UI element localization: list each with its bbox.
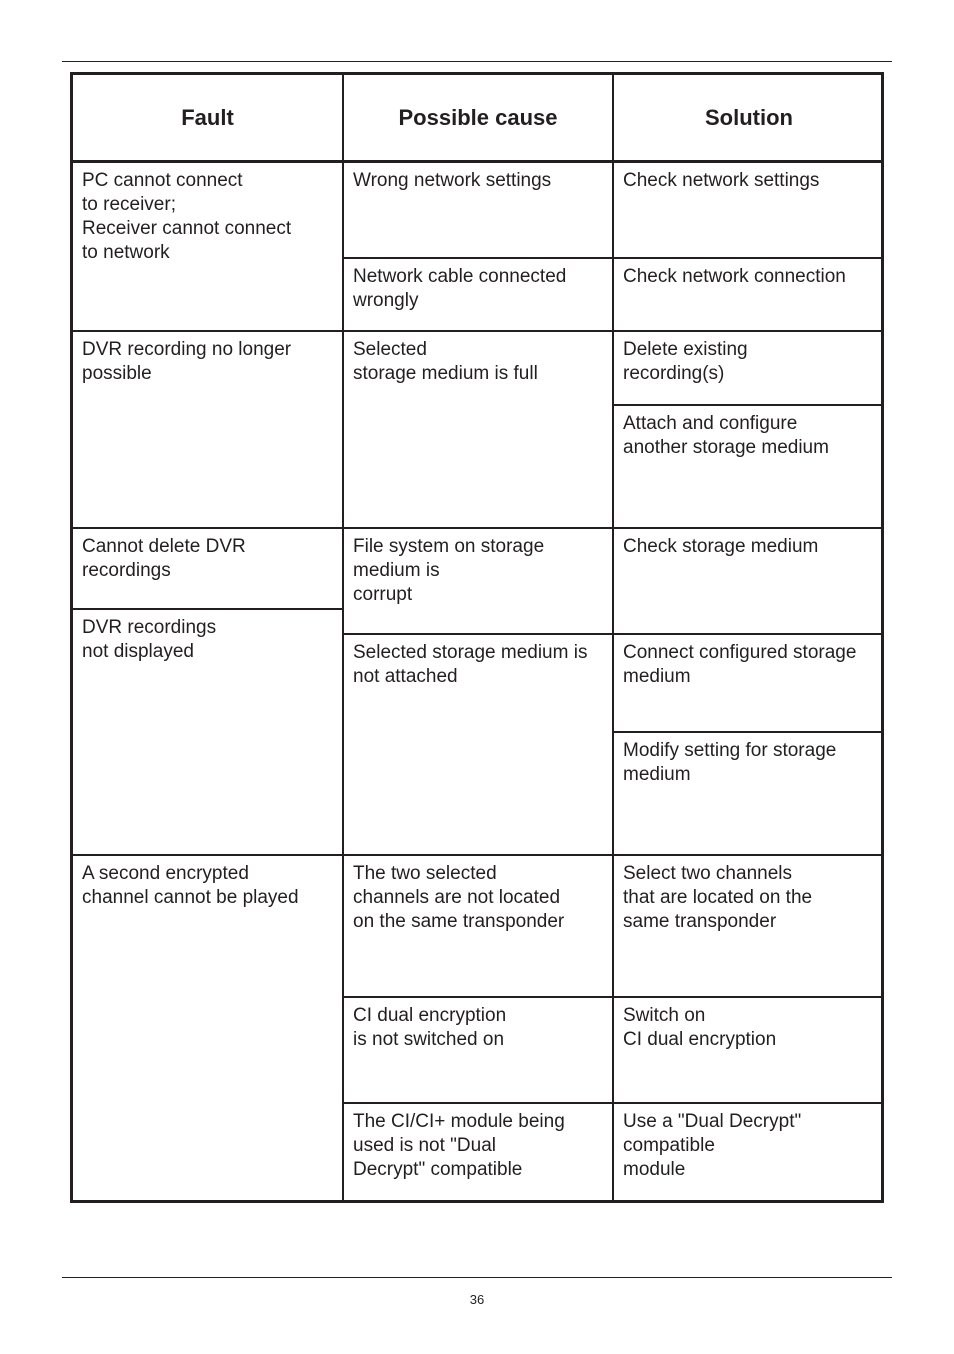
solution-cell-modify-setting: Modify setting for storage medium [614, 733, 884, 856]
cause-cell-ci-module: The CI/CI+ module being used is not "Dual Decrypt" compatible [344, 1104, 614, 1203]
fault-cell-cannot-delete: Cannot delete DVR recordings [73, 529, 344, 610]
cause-cell-network-cable: Network cable connected wrongly [344, 259, 614, 332]
solution-cell-check-storage: Check storage medium [614, 529, 884, 635]
fault-cell-dvr-recording: DVR recording no longer possible [73, 332, 344, 529]
cause-cell-not-attached: Selected storage medium is not attached [344, 635, 614, 856]
header-solution: Solution [614, 75, 884, 163]
cause-cell-storage-full: Selected storage medium is full [344, 332, 614, 529]
cause-cell-transponder: The two selected channels are not located on the same transponder [344, 856, 614, 998]
fault-cell-not-displayed: DVR recordings not displayed [73, 610, 344, 856]
page-number: 36 [469, 1292, 485, 1307]
fault-cell-encrypted-channel: A second encrypted channel cannot be played [73, 856, 344, 1203]
header-fault: Fault [73, 75, 344, 163]
solution-cell-attach-storage: Attach and configure another storage medium [614, 406, 884, 529]
solution-cell-select-channels: Select two channels that are located on the same transponder [614, 856, 884, 998]
solution-cell-check-network-settings: Check network settings [614, 163, 884, 259]
solution-cell-delete-recordings: Delete existing recording(s) [614, 332, 884, 406]
solution-cell-check-network-connection: Check network connection [614, 259, 884, 332]
cause-cell-file-system: File system on storage medium is corrupt [344, 529, 614, 635]
bottom-rule [62, 1277, 892, 1278]
solution-cell-dual-decrypt-module: Use a "Dual Decrypt" compatible module [623, 1111, 802, 1180]
fault-cell-network: PC cannot connect to receiver; Receiver cannot connect to network [73, 163, 344, 332]
cause-cell-ci-dual: CI dual encryption is not switched on [344, 998, 614, 1104]
cause-cell-network-settings: Wrong network settings [344, 163, 614, 259]
solution-cell-connect-storage: Connect configured storage medium [614, 635, 884, 733]
troubleshooting-table [70, 72, 884, 1203]
top-rule [62, 61, 892, 62]
solution-cell-switch-on-ci: Switch on CI dual encryption [614, 998, 884, 1104]
header-possible-cause: Possible cause [344, 75, 614, 163]
